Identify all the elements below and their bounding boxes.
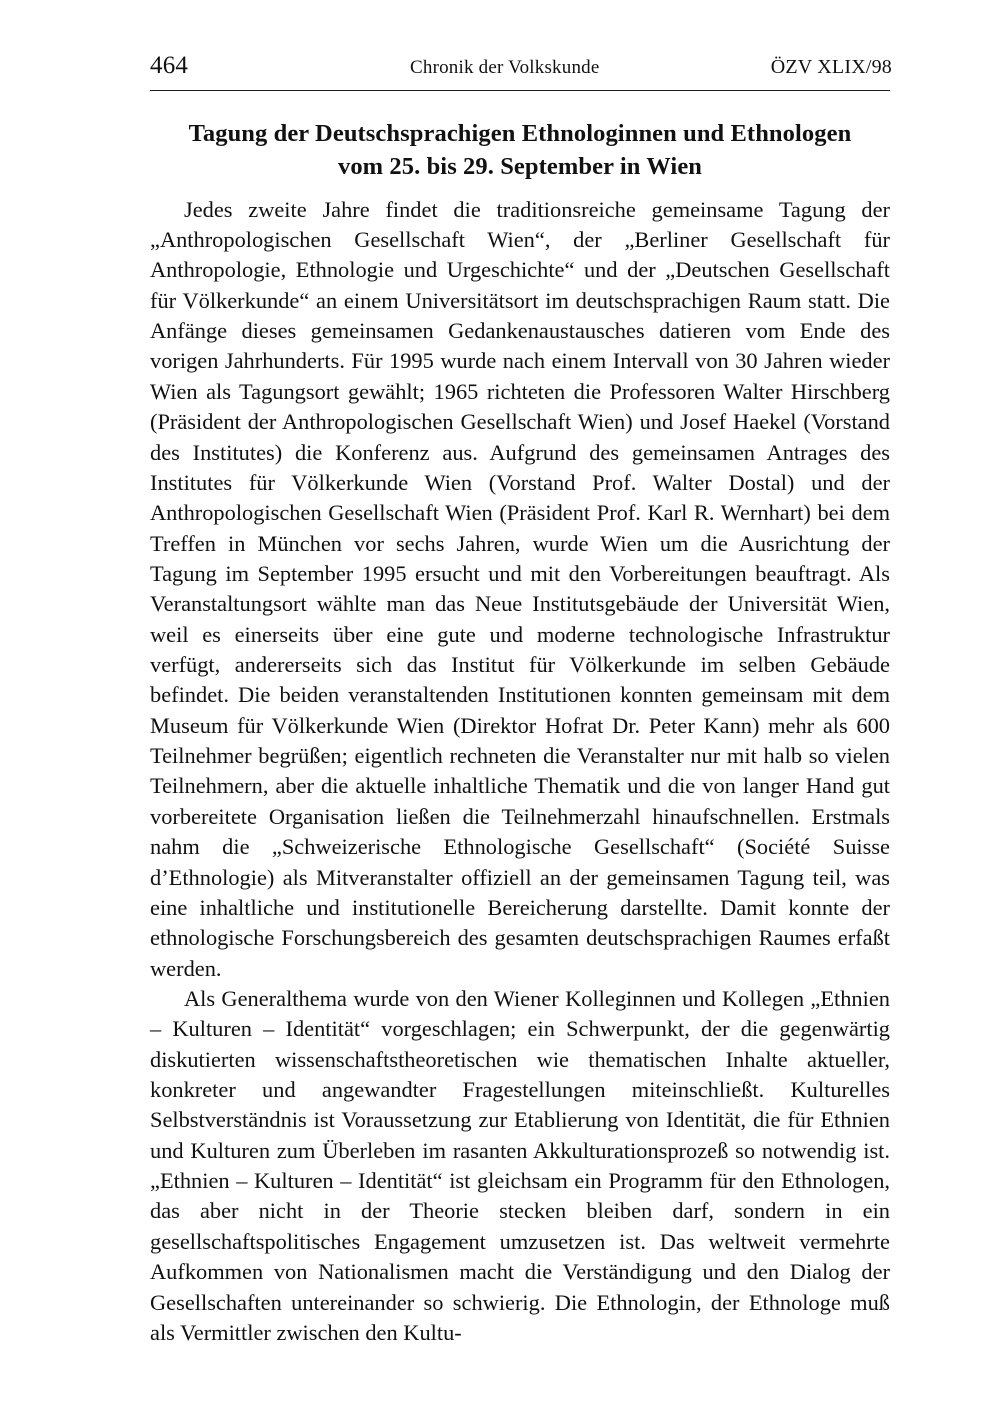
journal-reference: ÖZV XLIX/98 [770,56,892,78]
running-title: Chronik der Volkskunde [410,57,600,78]
article-title-line-1: Tagung der Deutschsprachigen Ethnologinnen und Ethnologen [188,119,852,147]
paragraph: Jedes zweite Jahre findet die traditionsreiche gemeinsame Tagung der „Anthropologischen Gesellschaft Wien“, der „Berliner Gesellschaft für Anthropologie, Ethnologie und Urgeschichte“ und der „Deutschen Gesellschaft für Völkerkunde“ an einem Universitätsort im deutschsprachigen Raum statt. Die Anfänge dieses gemeinsamen Gedankenaustausches datieren vom Ende des vorigen Jahrhunderts. Für 1995 wurde nach einem Intervall von 30 Jahren wieder Wien als Tagungsort gewählt; 1965 richteten die Professoren Walter Hirschberg (Präsident der Anthropologischen Gesellschaft Wien) und Josef Haekel (Vorstand des Institutes) die Konferenz aus. Aufgrund des gemeinsamen Antrages des Institutes für Völkerkunde Wien (Vorstand Prof. Walter Dostal) und der Anthropologischen Gesellschaft Wien (Präsident Prof. Karl R. Wernhart) bei dem Treffen in München vor sechs Jahren, wurde Wien um die Ausrichtung der Tagung im September 1995 ersucht und mit den Vorbereitungen beauftragt. Als Veranstaltungsort wählte man das Neue Institutsgebäude der Universität Wien, weil es einerseits über eine gute und moderne technologische Infrastruktur verfügt, andererseits sich das Institut für Völkerkunde im selben Gebäude befindet. Die beiden veranstaltenden Institutionen konnten gemeinsam mit dem Museum für Völkerkunde Wien (Direktor Hofrat Dr. Peter Kann) mehr als 600 Teilnehmer begrüßen; eigentlich rechneten die Veranstalter nur mit halb so vielen Teilnehmern, aber die aktuelle inhaltliche Thematik und die von langer Hand gut vorbereitete Organisation ließen die Teilnehmerzahl hinaufschnellen. Erstmals nahm die „Schweizerische Ethnologische Gesellschaft“ (Société Suisse d’Ethnologie) als Mitveranstalter offiziell an der gemeinsamen Tagung teil, was eine inhaltliche und institutionelle Bereicherung darstellte. Damit konnte der ethnologische Forschungsbereich des gesamten deutschsprachigen Raumes erfaßt werden. [150,196,890,981]
page-number: 464 [150,52,189,79]
article-title-line-2: vom 25. bis 29. September in Wien [337,152,703,180]
article-title [150,117,890,183]
running-head [150,52,892,80]
article-body [150,195,890,1349]
header-divider [150,90,890,91]
paragraph: Als Generalthema wurde von den Wiener Kolleginnen und Kollegen „Ethnien – Kulturen – Identität“ vorgeschlagen; ein Schwerpunkt, der die gegenwärtig diskutierten wissenschaftstheoretischen wie thematischen Inhalte aktueller, konkreter und angewandter Fragestellungen miteinschließt. Kulturelles Selbstverständnis ist Voraussetzung zur Etablierung von Identität, die für Ethnien und Kulturen zum Überleben im rasanten Akkulturationsprozeß so notwendig ist. „Ethnien – Kulturen – Identität“ ist gleichsam ein Programm für den Ethnologen, das aber nicht in der Theorie stecken bleiben darf, sondern in ein gesellschaftspolitisches Engagement umzusetzen ist. Das weltweit vermehrte Aufkommen von Nationalismen macht die Verständigung und den Dialog der Gesellschaften untereinander so schwierig. Die Ethnologin, der Ethnologe muß als Vermittler zwischen den Kultu- [150,985,890,1345]
